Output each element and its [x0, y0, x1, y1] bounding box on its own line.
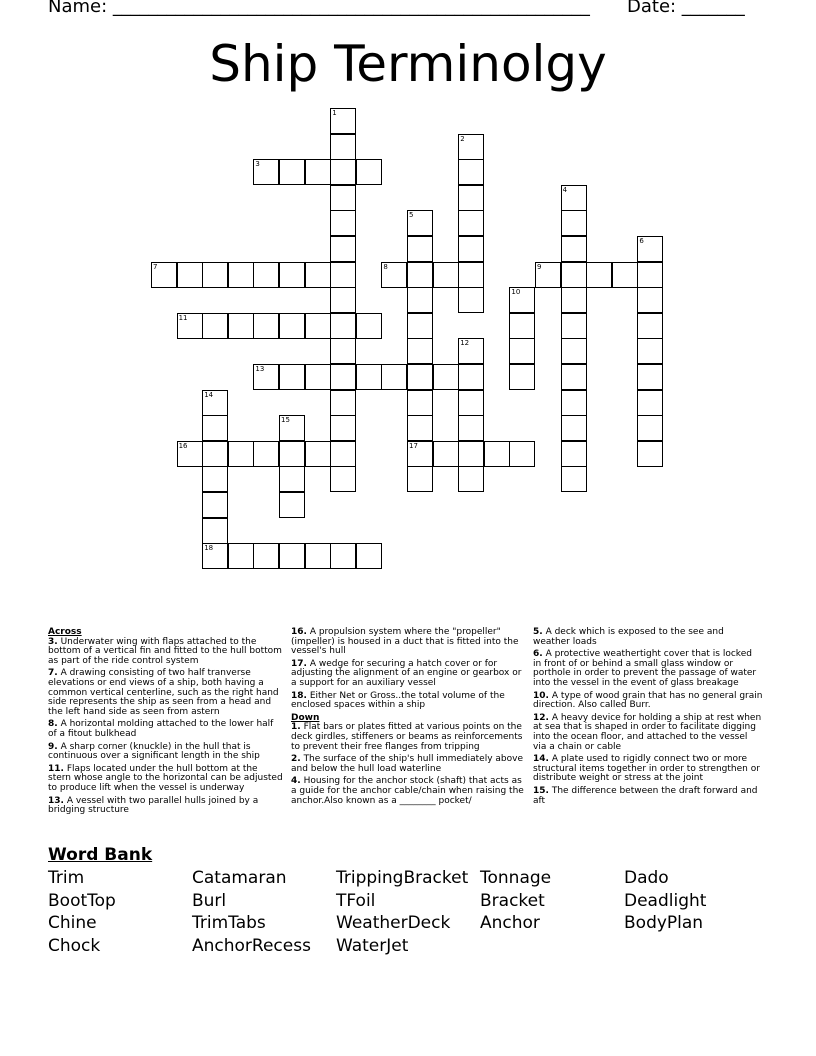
crossword-cell[interactable]	[330, 338, 356, 364]
across-clue	[48, 743, 283, 762]
date-field-label: Date: _______	[627, 0, 745, 17]
crossword-cell[interactable]	[637, 338, 663, 364]
crossword-cell[interactable]	[561, 185, 587, 211]
crossword-cell[interactable]	[177, 441, 203, 467]
clue-text: Flat bars or plates fitted at various points on the deck girdles, stiffeners or beams as reinforcements to prevent their free flanges from tripping	[291, 722, 523, 752]
clue-number: 11.	[48, 763, 64, 774]
crossword-cell[interactable]	[407, 287, 433, 313]
crossword-cell[interactable]	[202, 466, 228, 492]
crossword-cell[interactable]	[330, 236, 356, 262]
crossword-cell[interactable]	[407, 236, 433, 262]
crossword-cell[interactable]	[202, 415, 228, 441]
clue-text: A deck which is exposed to the see and weather loads	[533, 627, 724, 647]
crossword-cell[interactable]	[509, 338, 535, 364]
crossword-cell[interactable]	[458, 134, 484, 160]
crossword-cell[interactable]	[407, 415, 433, 441]
crossword-cell[interactable]	[637, 262, 663, 288]
crossword-cell[interactable]	[561, 390, 587, 416]
clue-number: 5	[409, 211, 414, 220]
crossword-cell[interactable]	[586, 262, 612, 288]
clue-number: 3	[255, 160, 260, 169]
crossword-cell[interactable]	[279, 492, 305, 518]
crossword-cell[interactable]	[202, 262, 228, 288]
crossword-cell[interactable]	[356, 543, 382, 569]
crossword-cell[interactable]	[407, 313, 433, 339]
across-clue	[291, 692, 526, 711]
crossword-cell[interactable]	[330, 134, 356, 160]
clue-number: 6	[639, 237, 644, 245]
crossword-cell[interactable]	[279, 441, 305, 467]
crossword-cell[interactable]	[279, 466, 305, 492]
crossword-cell[interactable]	[330, 364, 356, 390]
crossword-cell[interactable]	[253, 543, 279, 569]
crossword-cell[interactable]	[305, 262, 331, 288]
crossword-cell[interactable]	[458, 262, 484, 288]
down-clue	[533, 787, 763, 806]
clue-number: 15.	[533, 785, 549, 796]
down-clue	[533, 628, 763, 647]
crossword-cell[interactable]	[330, 287, 356, 313]
crossword-cell[interactable]	[407, 210, 433, 236]
crossword-cell[interactable]	[202, 390, 228, 416]
crossword-cell[interactable]	[612, 262, 638, 288]
clue-number: 2	[460, 134, 465, 143]
crossword-cell[interactable]	[561, 236, 587, 262]
crossword-cell[interactable]	[330, 313, 356, 339]
clue-text: A sharp corner (knuckle) in the hull that is continuous over a significant length in the ship	[48, 741, 260, 762]
crossword-cell[interactable]	[458, 236, 484, 262]
crossword-cell[interactable]	[458, 287, 484, 313]
word-bank-word: WeatherDeck	[336, 913, 451, 934]
across-clue	[291, 628, 526, 657]
clue-number: 16	[178, 441, 188, 450]
clue-text: A drawing consisting of two half tranverse elevations or end views of a ship, both having a common vertical centerline, such as the right hand side represents the ship as seen from a head and the left hand side as seen from astern	[48, 668, 279, 717]
clue-text: A protective weathertight cover that is locked in front of or behind a small glass window or porthole in order to prevent the passage of water into the vessel in the event of glass breakage	[533, 649, 757, 688]
word-bank-word: Anchor	[480, 913, 540, 934]
crossword-cell[interactable]	[228, 441, 254, 467]
crossword-cell[interactable]	[356, 364, 382, 390]
crossword-cell[interactable]	[330, 415, 356, 441]
crossword-cell[interactable]	[177, 262, 203, 288]
word-bank-word: Trim	[48, 868, 85, 888]
crossword-cell[interactable]	[202, 492, 228, 518]
crossword-cell[interactable]	[253, 262, 279, 288]
crossword-cell[interactable]	[561, 415, 587, 441]
crossword-cell[interactable]	[561, 338, 587, 364]
crossword-cell[interactable]	[381, 364, 407, 390]
word-bank-word: Chock	[48, 936, 101, 957]
crossword-cell[interactable]	[433, 441, 459, 467]
across-heading: Across	[48, 627, 82, 637]
crossword-cell[interactable]	[330, 108, 356, 134]
crossword-cell[interactable]	[561, 287, 587, 313]
word-bank-title: Word Bank	[48, 845, 153, 865]
clue-number: 14.	[533, 754, 549, 765]
word-bank-word: Deadlight	[624, 890, 707, 911]
clue-number: 10	[511, 288, 521, 297]
crossword-cell[interactable]	[305, 313, 331, 339]
clue-number: 1	[332, 109, 337, 117]
clue-number: 6.	[533, 649, 543, 660]
crossword-cell[interactable]	[330, 390, 356, 416]
across-clue	[48, 797, 283, 816]
crossword-cell[interactable]	[561, 466, 587, 492]
clue-text: A heavy device for holding a ship at rest when at sea that is shaped in order to facilitate digging into the ocean floor, and attached to the vessel via a chain or cable	[533, 712, 762, 752]
crossword-cell[interactable]	[509, 313, 535, 339]
crossword-cell[interactable]	[305, 543, 331, 569]
word-bank-word: TFoil	[336, 890, 376, 911]
clue-text: The difference between the draft forward and aft	[533, 785, 758, 806]
crossword-cell[interactable]	[407, 441, 433, 467]
down-clue	[533, 714, 763, 752]
down-clue	[533, 650, 763, 688]
crossword-cell[interactable]	[202, 313, 228, 339]
across-clue	[48, 669, 283, 717]
crossword-cell[interactable]	[484, 441, 510, 467]
crossword-cell[interactable]	[330, 262, 356, 288]
clue-number: 8.	[48, 719, 58, 730]
down-clue	[291, 723, 526, 752]
word-bank-word: Bracket	[480, 890, 545, 911]
clue-number: 8	[383, 262, 388, 271]
clue-text: Housing for the anchor stock (shaft) that acts as a guide for the anchor cable/chain when raising the anchor.Also known as a ________ pocket/	[291, 776, 524, 806]
clue-text: Underwater wing with flaps attached to the bottom of a vertical fin and fitted to the hull bottom as part of the ride control system	[48, 636, 282, 666]
crossword-cell[interactable]	[407, 364, 433, 390]
crossword-cell[interactable]	[509, 441, 535, 467]
clue-number: 14	[204, 390, 214, 399]
crossword-cell[interactable]	[279, 543, 305, 569]
clue-number: 4	[562, 185, 568, 194]
clue-text: A propulsion system where the "propeller" (impeller) is housed in a duct that is fitted into the vessel's hull	[291, 627, 519, 657]
clue-column-2	[291, 628, 526, 809]
crossword-cell[interactable]	[407, 338, 433, 364]
clue-number: 12	[460, 339, 470, 348]
word-bank-word: WaterJet	[336, 936, 409, 957]
clue-number: 13.	[48, 795, 64, 806]
crossword-cell[interactable]	[561, 441, 587, 467]
crossword-cell[interactable]	[458, 364, 484, 390]
crossword-cell[interactable]	[637, 390, 663, 416]
crossword-cell[interactable]	[330, 441, 356, 467]
crossword-cell[interactable]	[330, 185, 356, 211]
crossword-cell[interactable]	[330, 159, 356, 185]
crossword-cell[interactable]	[637, 287, 663, 313]
clue-column-3	[533, 628, 763, 809]
crossword-cell[interactable]	[458, 441, 484, 467]
down-clue	[533, 755, 763, 784]
crossword-cell[interactable]	[330, 543, 356, 569]
word-bank-word: Burl	[192, 890, 227, 911]
clue-number: 12.	[533, 712, 549, 723]
crossword-cell[interactable]	[561, 210, 587, 236]
crossword-cell[interactable]	[228, 313, 254, 339]
clue-number: 15	[281, 416, 290, 425]
crossword-cell[interactable]	[433, 364, 459, 390]
crossword-cell[interactable]	[433, 262, 459, 288]
crossword-cell[interactable]	[151, 262, 177, 288]
crossword-cell[interactable]	[305, 441, 331, 467]
clue-number: 10.	[533, 690, 549, 701]
clue-number: 9	[537, 262, 542, 271]
clue-text: A type of wood grain that has no general grain direction. Also called Burr.	[533, 690, 763, 711]
clue-number: 13	[255, 365, 265, 373]
clue-number: 16.	[291, 627, 307, 637]
name-field-label: Name: _____________________________________________________	[48, 0, 590, 17]
crossword-cell[interactable]	[637, 441, 663, 467]
across-clue	[48, 765, 283, 794]
clue-number: 18.	[291, 690, 307, 701]
crossword-cell[interactable]	[356, 159, 382, 185]
clue-text: A wedge for securing a hatch cover or for adjusting the alignment of an engine or gearbox or a support for an auxiliary vessel	[291, 658, 522, 688]
page-title: Ship Terminolgy	[209, 35, 607, 93]
crossword-cell[interactable]	[253, 364, 279, 390]
clue-text: The surface of the ship's hull immediately above and below the hull load waterline	[291, 754, 524, 774]
crossword-cell[interactable]	[279, 262, 305, 288]
crossword-cell[interactable]	[458, 466, 484, 492]
clue-column-1	[48, 628, 283, 819]
crossword-cell[interactable]	[458, 159, 484, 185]
clue-number: 5.	[533, 627, 543, 637]
clue-number: 17.	[291, 658, 307, 669]
clue-number: 17	[409, 441, 418, 450]
clue-number: 11	[178, 313, 188, 322]
word-bank-word: BootTop	[48, 890, 116, 911]
crossword-cell[interactable]	[202, 543, 228, 569]
crossword-cell[interactable]	[458, 390, 484, 416]
clue-text: A horizontal molding attached to the lower half of a fitout bulkhead	[48, 719, 274, 739]
word-bank-word: Chine	[48, 913, 97, 934]
crossword-cell[interactable]	[458, 185, 484, 211]
crossword-cell[interactable]	[330, 210, 356, 236]
crossword-cell[interactable]	[279, 415, 305, 441]
clue-text: A vessel with two parallel hulls joined by a bridging structure	[48, 795, 259, 816]
across-clue	[48, 638, 283, 667]
down-heading: Down	[291, 712, 320, 723]
crossword-cell[interactable]	[458, 338, 484, 364]
crossword-cell[interactable]	[561, 313, 587, 339]
crossword-cell[interactable]	[458, 210, 484, 236]
down-clue	[291, 777, 526, 806]
clue-number: 9.	[48, 741, 58, 752]
crossword-cell[interactable]	[458, 415, 484, 441]
crossword-cell[interactable]	[330, 466, 356, 492]
word-bank-word: TrimTabs	[192, 913, 266, 934]
clue-text: Flaps located under the hull bottom at the stern whose angle to the horizontal can be adjusted to produce lift when the vessel is underway	[48, 763, 283, 793]
word-bank-word: Dado	[624, 868, 669, 888]
crossword-cell[interactable]	[253, 441, 279, 467]
crossword-cell[interactable]	[407, 466, 433, 492]
crossword-cell[interactable]	[177, 313, 203, 339]
crossword-cell[interactable]	[356, 313, 382, 339]
clue-text: Either Net or Gross..the total volume of the enclosed spaces within a ship	[291, 690, 505, 711]
crossword-cell[interactable]	[279, 364, 305, 390]
crossword-cell[interactable]	[637, 415, 663, 441]
down-clue	[533, 692, 763, 711]
across-clue	[291, 660, 526, 689]
crossword-cell[interactable]	[637, 364, 663, 390]
crossword-cell[interactable]	[202, 441, 228, 467]
crossword-cell[interactable]	[637, 236, 663, 262]
crossword-cell[interactable]	[305, 364, 331, 390]
across-clue	[48, 720, 283, 739]
crossword-cell[interactable]	[253, 313, 279, 339]
clue-number: 4.	[291, 776, 301, 787]
crossword-cell[interactable]	[637, 313, 663, 339]
crossword-cell[interactable]	[535, 262, 561, 288]
clue-number: 1.	[291, 722, 301, 733]
crossword-cell[interactable]	[228, 543, 254, 569]
word-bank-word: BodyPlan	[624, 913, 704, 934]
crossword-cell[interactable]	[228, 262, 254, 288]
crossword-cell[interactable]	[305, 159, 331, 185]
crossword-cell[interactable]	[561, 262, 587, 288]
clue-number: 18	[204, 544, 214, 553]
crossword-cell[interactable]	[202, 518, 228, 544]
crossword-cell[interactable]	[509, 287, 535, 313]
word-bank-word: AnchorRecess	[192, 936, 311, 957]
word-bank-word: Catamaran	[192, 868, 287, 888]
crossword-cell[interactable]	[253, 159, 279, 185]
crossword-cell[interactable]	[279, 159, 305, 185]
crossword-cell[interactable]	[407, 390, 433, 416]
word-bank-word: Tonnage	[480, 868, 552, 888]
clue-number: 7.	[48, 668, 58, 679]
clue-text: A plate used to rigidly connect two or more structural items together in order to strengthen or distribute weight or stress at the joint	[533, 754, 760, 784]
crossword-cell[interactable]	[381, 262, 407, 288]
clue-number: 3.	[48, 636, 58, 647]
word-bank-word: TrippingBracket	[336, 868, 469, 888]
down-clue	[291, 755, 526, 774]
crossword-cell[interactable]	[509, 364, 535, 390]
crossword-cell[interactable]	[407, 262, 433, 288]
clue-number: 7	[153, 262, 158, 271]
crossword-cell[interactable]	[279, 313, 305, 339]
clue-number: 2.	[291, 754, 301, 765]
crossword-cell[interactable]	[561, 364, 587, 390]
